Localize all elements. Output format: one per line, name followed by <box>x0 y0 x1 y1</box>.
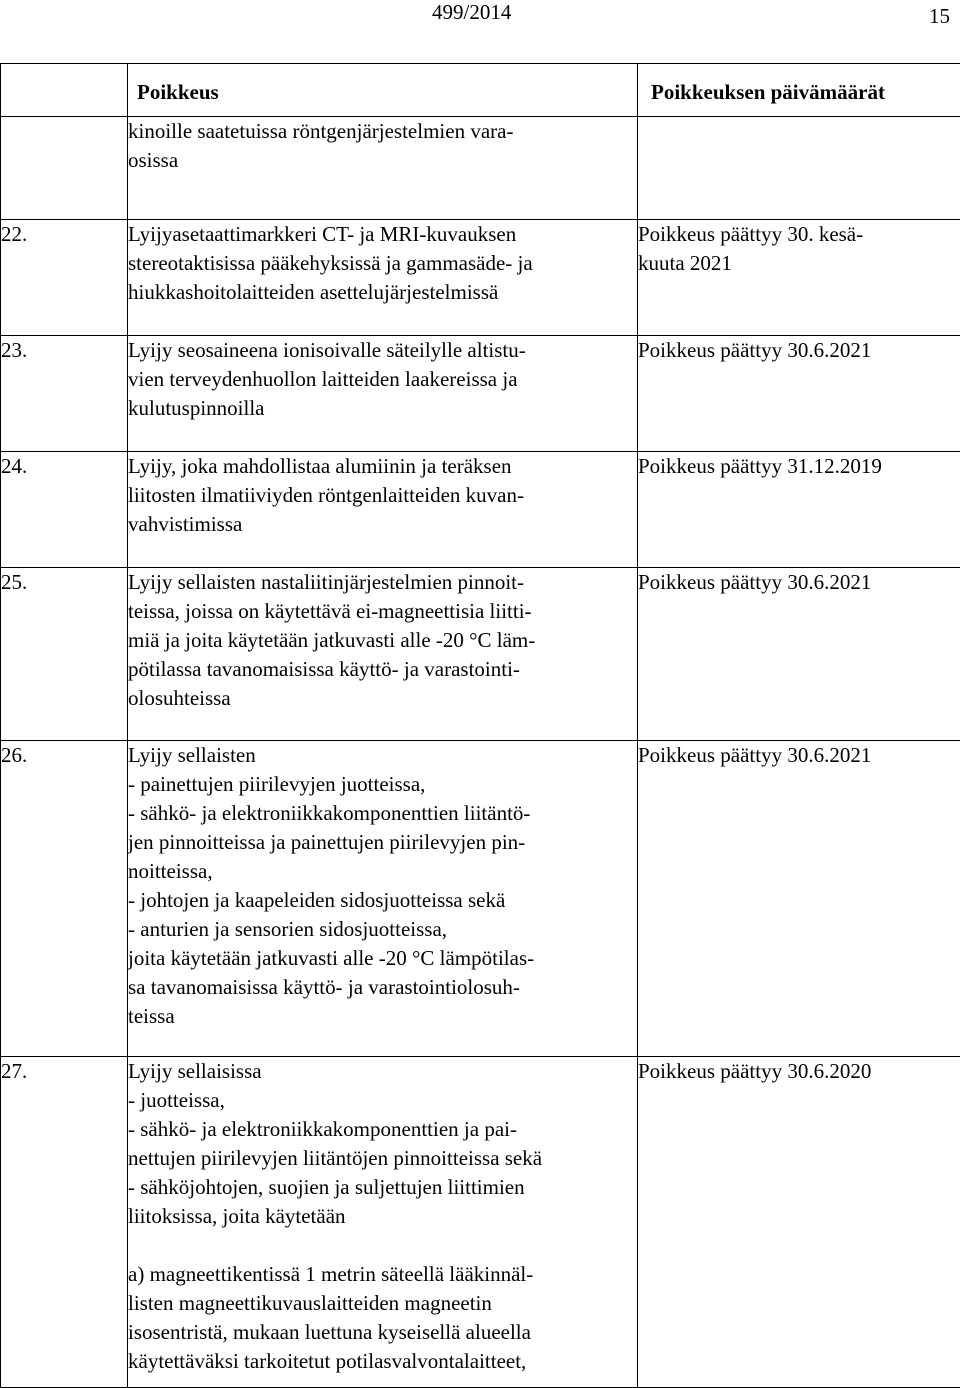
text-line: - sähkö- ja elektroniikkakomponenttien liitäntö- <box>128 799 637 828</box>
header-exception-cell <box>128 64 638 117</box>
text-line: sa tavanomaisissa käyttö- ja varastointiolosuh- <box>128 973 637 1002</box>
row-date-cell <box>638 220 960 336</box>
exceptions-table <box>0 63 960 1388</box>
row-text-cell <box>128 117 638 220</box>
text-line: liitosten ilmatiiviyden röntgenlaitteiden kuvan- <box>128 481 637 510</box>
table-row <box>1 220 960 336</box>
header-exception-label: Poikkeus <box>128 64 637 104</box>
text-line: joita käytetään jatkuvasti alle -20 °C lämpötilas- <box>128 944 637 973</box>
header-number-cell <box>1 64 128 117</box>
text-line: Lyijy, joka mahdollistaa alumiinin ja teräksen <box>128 452 637 481</box>
date-line: Poikkeus päättyy 30. kesä- <box>638 220 960 249</box>
table-row <box>1 1057 960 1388</box>
text-line: - johtojen ja kaapeleiden sidosjuotteissa sekä <box>128 886 637 915</box>
text-line: - painettujen piirilevyjen juotteissa, <box>128 770 637 799</box>
date-line: Poikkeus päättyy 31.12.2019 <box>638 452 960 481</box>
row-number: 24. <box>1 452 128 568</box>
text-line: Lyijyasetaattimarkkeri CT- ja MRI-kuvauksen <box>128 220 637 249</box>
date-line: Poikkeus päättyy 30.6.2021 <box>638 336 960 365</box>
row-date-cell <box>638 117 960 220</box>
text-line: pötilassa tavanomaisissa käyttö- ja varastointi- <box>128 655 637 684</box>
text-line: osissa <box>128 146 637 175</box>
table-row <box>1 452 960 568</box>
row-date-cell <box>638 452 960 568</box>
text-line: vahvistimissa <box>128 510 637 539</box>
text-line: Lyijy sellaisten <box>128 741 637 770</box>
row-number: 27. <box>1 1057 128 1388</box>
page-number: 15 <box>929 4 950 28</box>
row-number: 25. <box>1 568 128 741</box>
text-line: - sähkö- ja elektroniikkakomponenttien ja pai- <box>128 1115 637 1144</box>
row-text-cell <box>128 1057 638 1388</box>
text-line: miä ja joita käytetään jatkuvasti alle -20 °C läm- <box>128 626 637 655</box>
row-number: 23. <box>1 336 128 452</box>
text-line: liitoksissa, joita käytetään <box>128 1202 637 1231</box>
text-line: - juotteissa, <box>128 1086 637 1115</box>
row-text-cell <box>128 452 638 568</box>
table-row <box>1 336 960 452</box>
header-dates-label: Poikkeuksen päivämäärät <box>638 64 960 104</box>
page-header <box>0 0 960 40</box>
text-line: stereotaktisissa pääkehyksissä ja gammasäde- ja <box>128 249 637 278</box>
text-line: Lyijy sellaisissa <box>128 1057 637 1086</box>
text-line: kulutuspinnoilla <box>128 394 637 423</box>
table-row <box>1 568 960 741</box>
text-line: kinoille saatetuissa röntgenjärjestelmien vara- <box>128 117 637 146</box>
text-line: noitteissa, <box>128 857 637 886</box>
text-line: isosentristä, mukaan luettuna kyseisellä alueella <box>128 1318 637 1347</box>
text-line: olosuhteissa <box>128 684 637 713</box>
text-line: - sähköjohtojen, suojien ja suljettujen liittimien <box>128 1173 637 1202</box>
row-text-cell <box>128 568 638 741</box>
text-line: hiukkashoitolaitteiden asettelujärjestelmissä <box>128 278 637 307</box>
text-line: vien terveydenhuollon laitteiden laakereissa ja <box>128 365 637 394</box>
row-number: 26. <box>1 741 128 1057</box>
text-line: listen magneettikuvauslaitteiden magneetin <box>128 1289 637 1318</box>
text-line: teissa, joissa on käytettävä ei-magneettisia liitti- <box>128 597 637 626</box>
date-line: Poikkeus päättyy 30.6.2020 <box>638 1057 960 1086</box>
text-line: Lyijy sellaisten nastaliitinjärjestelmien pinnoit- <box>128 568 637 597</box>
row-number-cell <box>1 117 128 220</box>
row-number: 22. <box>1 220 128 336</box>
row-text-cell <box>128 220 638 336</box>
text-line: nettujen piirilevyjen liitäntöjen pinnoitteissa sekä <box>128 1144 637 1173</box>
row-text-cell <box>128 741 638 1057</box>
table-row <box>1 741 960 1057</box>
row-date-cell <box>638 336 960 452</box>
date-line: Poikkeus päättyy 30.6.2021 <box>638 568 960 597</box>
table-row-continuation <box>1 117 960 220</box>
text-line: käytettäväksi tarkoitetut potilasvalvontalaitteet, <box>128 1347 637 1376</box>
row-date-cell <box>638 1057 960 1388</box>
header-dates-cell <box>638 64 960 117</box>
paragraph-gap <box>128 1231 637 1260</box>
row-date-cell <box>638 741 960 1057</box>
text-line: teissa <box>128 1002 637 1031</box>
date-line: Poikkeus päättyy 30.6.2021 <box>638 741 960 770</box>
text-line: Lyijy seosaineena ionisoivalle säteilylle altistu- <box>128 336 637 365</box>
row-date-cell <box>638 568 960 741</box>
text-line: a) magneettikentissä 1 metrin säteellä lääkinnäl- <box>128 1260 637 1289</box>
row-text-cell <box>128 336 638 452</box>
text-line: jen pinnoitteissa ja painettujen piirilevyjen pin- <box>128 828 637 857</box>
table-header-row <box>1 64 960 117</box>
document-number: 499/2014 <box>432 0 511 24</box>
date-line: kuuta 2021 <box>638 249 960 278</box>
text-line: - anturien ja sensorien sidosjuotteissa, <box>128 915 637 944</box>
